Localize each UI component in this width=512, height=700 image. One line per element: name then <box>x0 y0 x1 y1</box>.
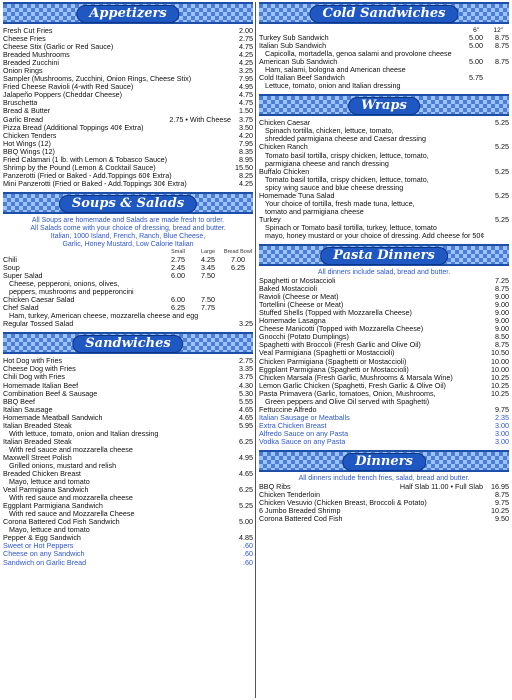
wraps-list <box>259 119 509 240</box>
cold-sandwiches-banner <box>259 2 509 24</box>
item-description: With red sauce and Mozzarella Cheese <box>9 510 135 519</box>
list-item: Lemon Garlic Chicken (Spaghetti, Fresh Garlic & Olive Oil) 10.25 <box>259 380 509 390</box>
dinners-title: Dinners <box>342 453 426 471</box>
item-description: Tomato basil tortilla, crispy chicken, lettuce, tomato, <box>265 151 429 160</box>
list-item: Extra Chicken Breast 3.00 <box>259 420 509 430</box>
item-description: Spinach tortilla, chicken, lettuce, tomato, <box>265 127 394 136</box>
item-description: Green peppers and Olive Oil served with Spaghetti) <box>265 397 430 406</box>
list-item: Chicken Vesuvio (Chicken Breast, Broccoli & Potato) 9.75 <box>259 498 509 508</box>
list-item: Maxwell Street Polish 4.95 <box>3 452 253 462</box>
list-item: Onion Rings 3.25 <box>3 66 253 76</box>
list-item: Italian Sausage or Meatballs 2.35 <box>259 412 509 422</box>
list-item: Panzerotti (Fried or Baked - Add.Toppings 60¢ Extra) 8.25 <box>3 170 253 180</box>
list-item: Ravioli (Cheese or Meat) 9.00 <box>259 292 509 302</box>
list-item: Baked Mostaccioli 8.75 <box>259 284 509 294</box>
pasta-note: All dinners include salad, bread and butter. <box>317 269 451 277</box>
list-item: Chili 2.75 4.25 7.00 <box>3 254 245 264</box>
list-item: Super Salad 6.00 7.50 <box>3 271 215 281</box>
item-description: With lettuce, tomato, onion and Italian dressing <box>9 429 159 438</box>
list-item: Corona Battered Cod Fish Sandwich 5.00 <box>3 517 253 527</box>
list-item: Fried Cheese Ravioli (4-with Red Sauce) 4.95 <box>3 82 253 92</box>
list-item: Breaded Zucchini 4.25 <box>3 58 253 68</box>
item-description: Grilled onions, mustard and relish <box>9 461 117 470</box>
list-item: Spaghetti or Mostaccioli 7.25 <box>259 276 509 286</box>
soups-size-headers <box>3 249 253 256</box>
list-item: Chicken Caesar Salad 6.00 7.50 <box>3 295 215 305</box>
list-item: Chicken Marsala (Fresh Garlic, Mushrooms & Marsala Wine) 10.25 <box>259 372 509 382</box>
item-description: peppers, mushrooms and pepperoncini <box>9 288 134 297</box>
size-bowl-label: Bread Bowl <box>223 248 253 255</box>
cold-sandwiches-list <box>259 34 509 90</box>
dinners-list <box>259 483 509 523</box>
list-item: Turkey 5.25 <box>259 214 509 224</box>
item-description: mayo, honey mustard or your choice of dressing. Add cheese for 50¢ <box>265 231 485 240</box>
sandwiches-banner <box>3 332 253 354</box>
list-item: 6 Jumbo Breaded Shrimp 10.25 <box>259 506 509 516</box>
menu-page <box>3 2 509 698</box>
list-item: Mini Panzerotti (Fried or Baked - Add.Toppings 30¢ Extra) 4.25 <box>3 178 253 188</box>
appetizers-list <box>3 27 253 188</box>
soups-note: Garlic, Honey Mustard, Low Calorie Italian <box>62 240 194 248</box>
list-item: Italian Sausage 4.65 <box>3 404 253 414</box>
list-item: Hot Dog with Fries 2.75 <box>3 356 253 366</box>
list-item: Chili Dog with Fries 3.75 <box>3 372 253 382</box>
item-description: spicy wing sauce and blue cheese dressing <box>265 183 404 192</box>
soups-note: All Salads come with your choice of dressing, bread and butter. <box>30 224 226 232</box>
list-item: Chicken Parmigiana (Spaghetti or Mostaccioli) 10.00 <box>259 356 509 366</box>
item-description: With red sauce and mozzarella cheese <box>9 494 133 503</box>
list-item: Bread & Butter 1.50 <box>3 106 253 116</box>
list-item: Italian Breaded Steak 6.25 <box>3 436 253 446</box>
list-item: Sandwich on Garlic Bread .60 <box>3 557 253 567</box>
item-description: Your choice of tortilla, fresh made tuna, lettuce, <box>265 199 415 208</box>
size-small-label: Small <box>171 248 185 255</box>
column-divider <box>255 2 256 698</box>
list-item: Eggplant Parmigiana (Spaghetti or Mostaccioli) 10.00 <box>259 364 509 374</box>
item-description: Capicolla, mortadella, genoa salami and provolone cheese <box>265 50 452 59</box>
list-item: Chicken Tenderloin 8.75 <box>259 490 509 500</box>
list-item: Bruschetta 4.75 <box>3 98 253 108</box>
list-item: Breaded Chicken Breast 4.65 <box>3 469 253 479</box>
list-item: Homemade Lasagna 9.00 <box>259 316 509 326</box>
item-description: shredded parmigiana cheese and Caesar dressing <box>265 135 427 144</box>
list-item: Eggplant Parmigiana Sandwich 5.25 <box>3 501 253 511</box>
list-item: Veal Parmigiana Sandwich 6.25 <box>3 485 253 495</box>
list-item: Homemade Meatball Sandwich 4.65 <box>3 412 253 422</box>
right-column <box>259 2 509 523</box>
left-column <box>3 2 253 567</box>
list-item: Vodka Sauce on any Pasta 3.00 <box>259 436 509 446</box>
list-item: Fresh Cut Fries 2.00 <box>3 26 253 35</box>
soups-note: All Soups are homemade and Salads are made fresh to order. <box>31 216 225 224</box>
list-item: Homemade Tuna Salad 5.25 <box>259 190 509 200</box>
dinners-note: All dinners include french fries, salad, bread and butter. <box>298 475 470 483</box>
pasta-title: Pasta Dinners <box>320 247 448 265</box>
list-item: American Sub Sandwich 5.00 8.75 <box>259 57 509 67</box>
item-description: tomato and parmigiana cheese <box>265 207 364 216</box>
list-item: Veal Parmigiana (Spaghetti or Mostaccioli) 10.50 <box>259 348 509 358</box>
sandwiches-title: Sandwiches <box>72 335 183 353</box>
item-description: parmigiana cheese and ranch dressing <box>265 159 389 168</box>
list-item: Sampler (Mushrooms, Zucchini, Onion Rings, Cheese Stix) 7.95 <box>3 74 253 84</box>
list-item: Hot Wings (12) 7.95 <box>3 138 253 148</box>
list-item: Fettuccine Alfredo 9.75 <box>259 404 509 414</box>
list-item: Breaded Mushrooms 4.25 <box>3 50 253 60</box>
pasta-extras-list <box>259 414 509 446</box>
list-item: Cheese on any Sandwich .60 <box>3 549 253 559</box>
list-item: Italian Sub Sandwich 5.00 8.75 <box>259 41 509 51</box>
list-item: Italian Breaded Steak 5.95 <box>3 420 253 430</box>
appetizers-title: Appetizers <box>76 5 179 23</box>
list-item: Cheese Fries 2.75 <box>3 34 253 44</box>
pasta-banner <box>259 244 509 266</box>
item-description: With red sauce and mozzarella cheese <box>9 445 133 454</box>
list-item: Chicken Ranch 5.25 <box>259 142 509 152</box>
list-item: Shrimp by the Pound (Lemon & Cocktail Sauce) 15.50 <box>3 162 253 172</box>
list-item: Chicken Caesar 5.25 <box>259 118 509 128</box>
list-item: Cold Italian Beef Sandwich 5.75 <box>259 73 483 83</box>
size-12-label: 12" <box>493 27 503 34</box>
list-item: Turkey Sub Sandwich 5.00 8.75 <box>259 33 509 42</box>
item-description: Spinach or Tomato basil tortilla, turkey, lettuce, tomato <box>265 223 437 232</box>
list-item: Homemade Italian Beef 4.30 <box>3 380 253 390</box>
soups-banner <box>3 192 253 214</box>
soups-title: Soups & Salads <box>59 195 197 213</box>
list-item: BBQ Beef 5.55 <box>3 396 253 406</box>
list-item: Gnocchi (Potato Dumplings) 8.50 <box>259 332 509 342</box>
item-description: Mayo, lettuce and tomato <box>9 526 90 535</box>
list-item: BBQ Ribs Half Slab 11.00 • Full Slab 16.95 <box>259 482 509 492</box>
list-item: BBQ Wings (12) 8.35 <box>3 146 253 156</box>
list-item: Soup 2.45 3.45 6.25 <box>3 262 245 272</box>
item-description: Lettuce, tomato, onion and Italian dressing <box>265 82 401 91</box>
list-item: Cheese Dog with Fries 3.35 <box>3 364 253 374</box>
item-description: Ham, salami, bologna and American cheese <box>265 66 406 75</box>
wraps-banner <box>259 94 509 116</box>
list-item: Stuffed Shells (Topped with Mozzarella Cheese) 9.00 <box>259 308 509 318</box>
item-description: Ham, turkey, American cheese, mozzarella cheese and egg <box>9 312 199 321</box>
list-item: Cheese Manicotti (Topped with Mozzarella Cheese) 9.00 <box>259 324 509 334</box>
size-6-label: 6" <box>473 27 479 34</box>
list-item: Buffalo Chicken 5.25 <box>259 166 509 176</box>
pasta-list <box>259 277 509 398</box>
appetizers-banner <box>3 2 253 24</box>
dinners-banner <box>259 450 509 472</box>
item-description: Tomato basil tortilla, crispy chicken, lettuce, tomato, <box>265 175 429 184</box>
cold-sandwiches-title: Cold Sandwiches <box>309 5 458 23</box>
soups-note: Italian, 1000 Island, French, Ranch, Blue Cheese, <box>50 232 206 240</box>
list-item: Jalapeño Poppers (Cheddar Cheese) 4.75 <box>3 90 253 100</box>
list-item: Fried Calamari (1 lb. with Lemon & Tobasco Sauce) 8.95 <box>3 154 253 164</box>
size-large-label: Large <box>200 248 216 255</box>
list-item: Pepper & Egg Sandwich 4.85 <box>3 533 253 543</box>
sandwiches-list <box>3 357 253 566</box>
list-item: Chef Salad 6.25 7.75 <box>3 303 215 313</box>
list-item: Sweet or Hot Peppers .60 <box>3 541 253 551</box>
list-item: Alfredo Sauce on any Pasta 3.00 <box>259 428 509 438</box>
list-item: Corona Battered Cod Fish 9.50 <box>259 514 509 524</box>
list-item: Cheese Stix (Garlic or Red Sauce) 4.75 <box>3 42 253 52</box>
wraps-title: Wraps <box>348 97 420 115</box>
list-item: Pizza Bread (Additional Toppings 40¢ Extra) 3.50 <box>3 122 253 132</box>
list-item: Regular Tossed Salad 3.25 <box>3 319 253 329</box>
list-item: Spaghetti with Broccoli (Fresh Garlic and Olive Oil) 8.75 <box>259 340 509 350</box>
list-item: Garlic Bread 2.75 • With Cheese 3.75 <box>3 114 253 124</box>
list-item: Tortellini (Cheese or Meat) 9.00 <box>259 300 509 310</box>
list-item: Combination Beef & Sausage 5.30 <box>3 388 253 398</box>
list-item: Pasta Primavera (Garlic, tomatoes, Onion, Mushrooms, 10.25 <box>259 388 509 398</box>
list-item: Chicken Tenders 4.20 <box>3 130 253 140</box>
item-description: Mayo, lettuce and tomato <box>9 478 90 487</box>
item-description: Cheese, pepperoni, onions, olives, <box>9 280 120 289</box>
